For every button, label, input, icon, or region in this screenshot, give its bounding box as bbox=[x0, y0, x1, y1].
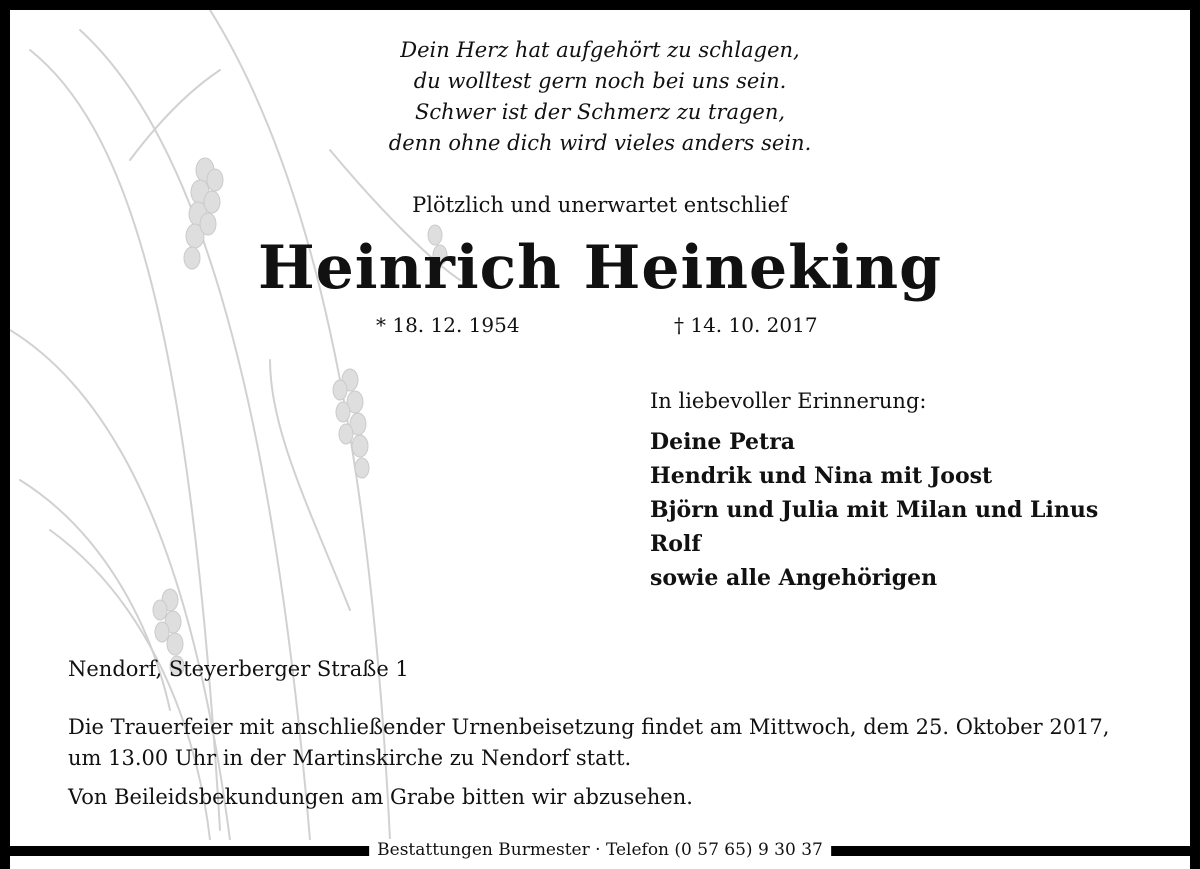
poem-line: Schwer ist der Schmerz zu tragen, bbox=[414, 100, 786, 124]
mourner: Björn und Julia mit Milan und Linus bbox=[650, 497, 1099, 523]
condolence-note: Von Beileidsbekundungen am Grabe bitten wir abzusehen. bbox=[68, 785, 693, 809]
service-line: Die Trauerfeier mit anschließender Urnenbeisetzung findet am Mittwoch, dem 25. Oktober 2017, bbox=[68, 715, 1110, 739]
mourner: Hendrik und Nina mit Joost bbox=[650, 463, 993, 489]
mourner: Rolf bbox=[650, 531, 701, 557]
poem-line: Dein Herz hat aufgehört zu schlagen, bbox=[400, 38, 800, 62]
address: Nendorf, Steyerberger Straße 1 bbox=[68, 657, 409, 681]
service-line: um 13.00 Uhr in der Martinskirche zu Nendorf statt. bbox=[68, 746, 632, 770]
funeral-home-footer: Bestattungen Burmester · Telefon (0 57 65) 9 30 37 bbox=[369, 839, 831, 861]
poem bbox=[300, 35, 900, 159]
poem-line: denn ohne dich wird vieles anders sein. bbox=[388, 131, 812, 155]
poem-line: du wolltest gern noch bei uns sein. bbox=[413, 69, 787, 93]
deceased-name: Heinrich Heineking bbox=[257, 233, 943, 303]
service-info bbox=[68, 712, 1168, 774]
death-date: † 14. 10. 2017 bbox=[674, 313, 818, 337]
mourner: sowie alle Angehörigen bbox=[650, 565, 938, 591]
mourner: Deine Petra bbox=[650, 429, 796, 455]
intro-text: Plötzlich und unerwartet entschlief bbox=[412, 193, 788, 217]
memory-label: In liebevoller Erinnerung: bbox=[650, 389, 927, 413]
mourners-list bbox=[650, 425, 1098, 595]
birth-date: * 18. 12. 1954 bbox=[376, 313, 520, 337]
